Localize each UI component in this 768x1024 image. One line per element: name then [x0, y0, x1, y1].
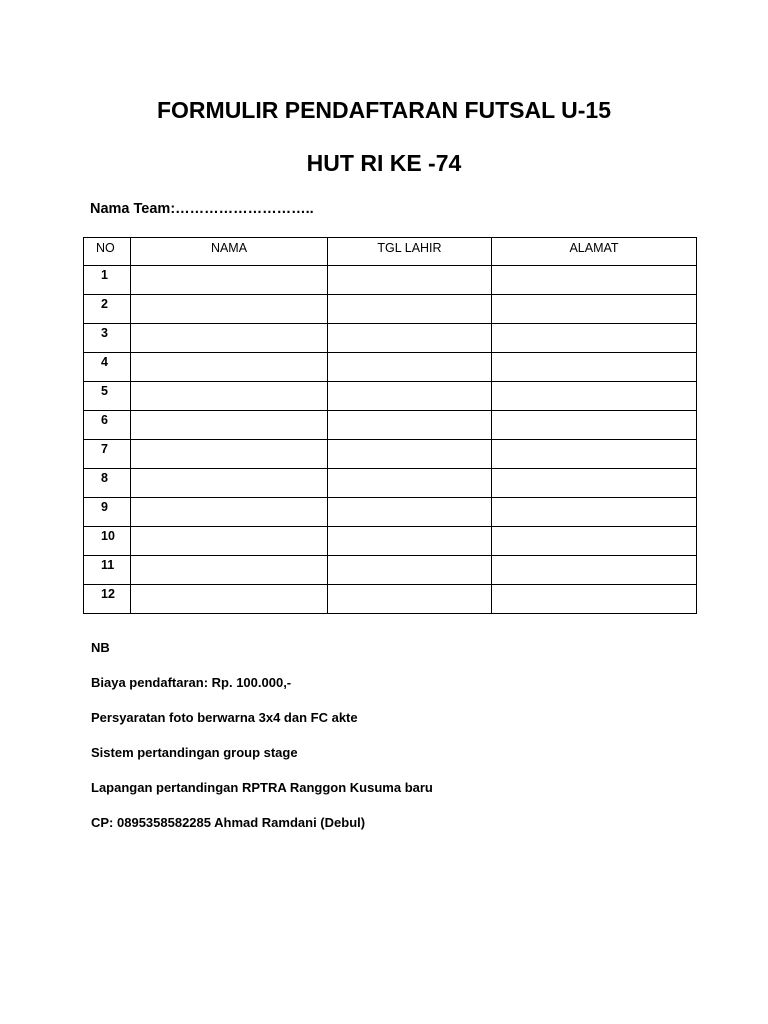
- table-row: [84, 411, 697, 440]
- tgl-lahir-cell: [328, 556, 492, 585]
- alamat-cell: [492, 353, 697, 382]
- row-number: 6: [84, 411, 131, 440]
- row-number: 8: [84, 469, 131, 498]
- nama-cell: [131, 440, 328, 469]
- row-number: 10: [84, 527, 131, 556]
- notes-section: [91, 640, 433, 850]
- alamat-cell: [492, 295, 697, 324]
- tgl-lahir-cell: [328, 382, 492, 411]
- row-number: 3: [84, 324, 131, 353]
- alamat-cell: [492, 266, 697, 295]
- alamat-cell: [492, 324, 697, 353]
- table-row: [84, 527, 697, 556]
- row-number: 7: [84, 440, 131, 469]
- alamat-cell: [492, 382, 697, 411]
- table-row: [84, 353, 697, 382]
- alamat-cell: [492, 585, 697, 614]
- notes-heading: NB: [91, 640, 110, 655]
- header-no: NO: [84, 238, 131, 266]
- registration-table: [83, 237, 697, 614]
- row-number: 5: [84, 382, 131, 411]
- contact-note: CP: 0895358582285 Ahmad Ramdani (Debul): [91, 815, 366, 830]
- row-number: 2: [84, 295, 131, 324]
- table-row: [84, 266, 697, 295]
- tgl-lahir-cell: [328, 266, 492, 295]
- nama-cell: [131, 295, 328, 324]
- header-tgl-lahir: TGL LAHIR: [328, 238, 492, 266]
- table-row: [84, 382, 697, 411]
- table-row: [84, 498, 697, 527]
- alamat-cell: [492, 411, 697, 440]
- alamat-cell: [492, 469, 697, 498]
- row-number: 9: [84, 498, 131, 527]
- table-row: [84, 324, 697, 353]
- fee-note: Biaya pendaftaran: Rp. 100.000,-: [91, 675, 292, 690]
- tgl-lahir-cell: [328, 411, 492, 440]
- requirement-note: Persyaratan foto berwarna 3x4 dan FC akte: [91, 710, 358, 725]
- tgl-lahir-cell: [328, 527, 492, 556]
- nama-cell: [131, 556, 328, 585]
- nama-cell: [131, 411, 328, 440]
- form-subtitle: HUT RI KE -74: [306, 150, 462, 176]
- nama-cell: [131, 382, 328, 411]
- venue-note: Lapangan pertandingan RPTRA Ranggon Kusuma baru: [91, 780, 433, 795]
- table-row: [84, 469, 697, 498]
- form-title: FORMULIR PENDAFTARAN FUTSAL U-15: [156, 97, 612, 123]
- tgl-lahir-cell: [328, 353, 492, 382]
- header-nama: NAMA: [131, 238, 328, 266]
- table-row: [84, 585, 697, 614]
- table-header-row: [84, 238, 697, 266]
- tgl-lahir-cell: [328, 440, 492, 469]
- alamat-cell: [492, 440, 697, 469]
- row-number: 11: [84, 556, 131, 585]
- row-number: 1: [84, 266, 131, 295]
- row-number: 12: [84, 585, 131, 614]
- table-row: [84, 440, 697, 469]
- tgl-lahir-cell: [328, 295, 492, 324]
- row-number: 4: [84, 353, 131, 382]
- alamat-cell: [492, 527, 697, 556]
- nama-cell: [131, 266, 328, 295]
- team-name-label: Nama Team:………………………..: [90, 201, 314, 217]
- table-row: [84, 295, 697, 324]
- nama-cell: [131, 585, 328, 614]
- nama-cell: [131, 353, 328, 382]
- tgl-lahir-cell: [328, 469, 492, 498]
- tgl-lahir-cell: [328, 498, 492, 527]
- nama-cell: [131, 469, 328, 498]
- header-alamat: ALAMAT: [492, 238, 697, 266]
- alamat-cell: [492, 556, 697, 585]
- nama-cell: [131, 527, 328, 556]
- system-note: Sistem pertandingan group stage: [91, 745, 298, 760]
- alamat-cell: [492, 498, 697, 527]
- table-row: [84, 556, 697, 585]
- tgl-lahir-cell: [328, 324, 492, 353]
- nama-cell: [131, 498, 328, 527]
- nama-cell: [131, 324, 328, 353]
- tgl-lahir-cell: [328, 585, 492, 614]
